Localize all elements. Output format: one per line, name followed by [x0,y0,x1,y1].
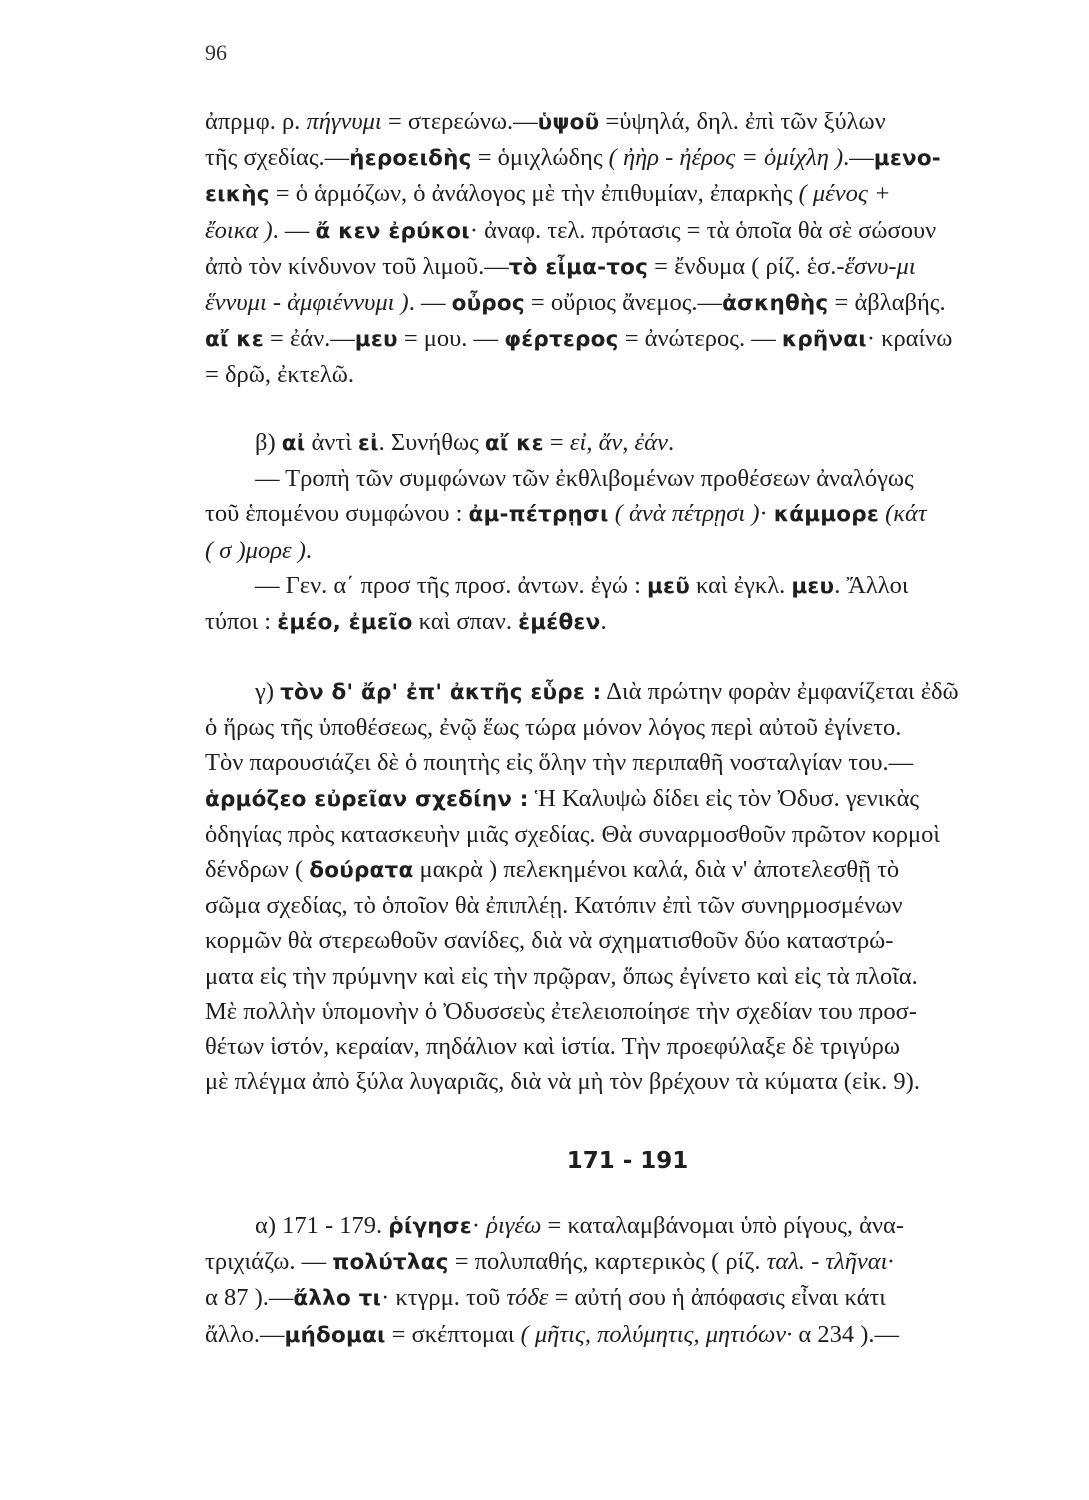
text-run: τῆς σχεδίας.— [205,144,350,172]
text-run: ἄλλο.— [205,1320,285,1348]
text-run: = πολυπαθής, καρτερικὸς ( ρίζ. [448,1248,767,1276]
term-run: εἰ [357,431,379,456]
term-run: ἀσκηθὴς [722,291,829,317]
commentary-section-4 [205,1208,1050,1353]
text-line [205,249,1050,285]
text-run: . — [408,289,452,317]
term-run: ἐμέθεν [518,610,601,636]
text-run: μακρὰ ) πελεκημένοι καλά, διὰ ν' ἀποτελεσθῇ τὸ [413,856,900,884]
text-run: = ἀβλαβής. [828,289,946,317]
term-run: μήδομαι [284,1322,386,1348]
italic-run: ( σ )μορε ) [205,536,306,564]
term-run: ἄ κεν ἐρύκοι [315,218,470,244]
text-run: Τὸν παρουσιάζει δὲ ὁ ποιητὴς εἰς ὅλην τὴν περιπαθῆ νοσταλγίαν του.— [205,749,914,777]
text-run: . [667,429,675,456]
text-run: ἀντὶ [305,429,358,456]
text-line [205,959,1050,994]
text-line [205,568,1050,604]
text-line [205,1029,1050,1064]
text-run: · [759,500,774,528]
text-run: — Τροπὴ τῶν συμφώνων τῶν ἐκθλιβομένων προθέσεων ἀναλόγως [255,465,914,493]
commentary-section-1 [205,104,1050,393]
text-run: = καταλαμβάνομαι ὑπὸ ρίγους, ἀνα- [541,1212,905,1239]
text-run: = δρῶ, ἐκτελῶ. [205,361,354,389]
text-run: · κραίνω [866,325,953,353]
text-run: =ὑψηλά, δηλ. ἐπὶ τῶν ξύλων [599,108,886,135]
text-line [205,923,1050,958]
term-run: μευ [354,327,398,353]
text-run: = αὐτή σου ἡ ἀπόφασις εἶναι κάτι [548,1284,886,1312]
text-run: = ὁμιχλώδης [471,144,609,172]
text-line [205,425,1050,461]
text-line [205,140,1050,176]
text-run: . [305,536,313,564]
text-run: . — [272,216,316,244]
text-run: · κτγρμ. τοῦ [381,1284,507,1312]
term-run: ἐμέο, ἐμεῖο [277,610,413,636]
text-run: . Συνήθως [378,429,485,456]
text-run: = ὁ ἁρμόζων, ὁ ἀνάλογος μὲ τὴν ἐπιθυμίαν, ἐπαρκὴς [269,180,799,208]
italic-run: ( ἀνὰ πέτρῃσι ) [614,500,760,528]
text-line [205,533,1050,568]
text-run: Διὰ πρώτην φορὰν ἐμφανίζεται ἐδῶ [601,678,959,705]
text-line [205,1064,1050,1099]
text-run: κορμῶν θὰ στερεωθοῦν σανίδες, διὰ νὰ σχηματισθοῦν δύο καταστρώ- [205,927,894,955]
text-run: α) 171 - 179. [255,1212,389,1239]
term-run: φέρτερος [504,327,619,353]
italic-run: (κάτ [885,500,927,528]
text-run: — Γεν. α΄ προσ τῆς προσ. ἀντων. ἐγώ : [255,571,647,599]
italic-run: ἔοικα ) [205,216,273,244]
text-line [205,461,1050,496]
term-run: εικὴς [205,182,270,208]
text-run: τοῦ ἑπομένου συμφώνου : [205,500,469,528]
text-run: ματα εἰς τὴν πρύμνην καὶ εἰς τὴν πρῷραν, ὅπως ἐγίνετο καὶ εἰς τὰ πλοῖα. [205,962,918,990]
term-run: ἠεροειδὴς [349,146,472,172]
italic-run: ( ἠὴρ - ἠέρος = ὁμίχλη ) [608,144,844,172]
text-run: . Ἄλλοι [834,571,909,599]
term-run: ἀμ-πέτρῃσι [468,502,609,528]
text-run: ὁδηγίας πρὸς κατασκευὴν μιᾶς σχεδίας. Θὰ συναρμοσθοῦν πρῶτον κορμοὶ [205,820,940,848]
term-run: δούρατα [309,858,414,884]
text-run: = ἀνώτερος. — [618,325,782,353]
text-line [205,104,1050,140]
term-run: ὑψοῦ [537,110,600,135]
text-line [205,674,1050,710]
text-line [205,888,1050,923]
term-run: τὸν δ' ἄρ' ἐπ' ἀκτῆς εὗρε : [280,680,602,705]
text-line [205,357,1050,392]
text-line [205,1317,1050,1353]
text-line [205,852,1050,888]
text-run: θέτων ἱστόν, κεραίαν, πηδάλιον καὶ ἱστία. Τὴν προεφύλαξε δὲ τριγύρω [205,1033,900,1061]
text-line [205,781,1050,817]
text-run: δένδρων ( [205,856,310,884]
text-line [205,710,1050,745]
text-line [205,176,1050,212]
term-run: αἴ κε [484,431,544,456]
text-line [205,745,1050,780]
commentary-section-3 [205,674,1050,1099]
term-run: πολύτλας [332,1250,449,1276]
text-run: καὶ ἐγκλ. [689,571,792,599]
text-run: Μὲ πολλὴν ὑπομονὴν ὁ Ὀδυσσεὺς ἐτελειοποίησε τὴν σχεδίαν του προσ- [205,997,917,1025]
text-run: α 87 ).— [205,1284,294,1312]
text-run: μὲ πλέγμα ἀπὸ ξύλα λυγαριᾶς, διὰ νὰ μὴ τὸν βρέχουν τὰ κύματα (εἰκ. 9). [205,1068,920,1096]
text-run: καὶ σπαν. [412,608,519,636]
text-run: = σκέπτομαι [385,1320,521,1348]
text-run: τύποι : [205,608,278,636]
text-run: Ἡ Καλυψὼ δίδει εἰς τὸν Ὀδυσ. γενικὰς [528,784,920,812]
text-run: σῶμα σχεδίας, τὸ ὁποῖον θὰ ἐπιπλέῃ. Κατόπιν ἐπὶ τῶν συνηρμοσμένων [205,892,903,920]
term-run: αἰ [281,431,306,456]
text-run: ἀπρμφ. ρ. [205,108,307,135]
term-run: τὸ εἶμα-τος [508,254,649,280]
term-run: κάμμορε [773,502,879,528]
text-run: γ) [255,678,281,705]
text-run: β) [255,429,282,456]
page-number: 96 [205,40,227,65]
term-run: ῥίγησε [388,1214,472,1239]
italic-run: πήγνυμι [306,108,382,135]
text-run: = ἔνδυμα ( ρίζ. ἑσ.- [648,252,845,280]
text-line [205,496,1050,532]
italic-run: ( μῆτις, πολύμητις, μητιόων· [520,1320,793,1348]
term-run: ἁρμόζεο εὐρεῖαν σχεδίην : [205,786,529,812]
text-line [205,285,1050,321]
text-line [205,1208,1050,1244]
text-line [205,817,1050,852]
term-run: μευ [791,573,835,599]
text-run: = ἐάν.— [263,325,355,353]
commentary-section-2 [205,425,1050,640]
italic-run: ἕννυμι - ἀμφιέννυμι ) [205,289,409,317]
term-run: μενο- [873,146,941,172]
text-line [205,1280,1050,1316]
text-run: .— [843,144,874,172]
text-run: · [471,1212,487,1239]
text-run: = μου. — [397,325,505,353]
term-run: οὖρος [451,291,525,317]
text-line [205,994,1050,1029]
text-run: ὁ ἥρως τῆς ὑποθέσεως, ἐνῷ ἕως τώρα μόνον λόγος περὶ αὐτοῦ ἐγίνετο. [205,714,902,742]
term-run: αἴ κε [205,327,264,353]
italic-run: ( μένος + [798,180,891,208]
text-run: · ἀναφ. τελ. πρότασις = τὰ ὁποῖα θὰ σὲ σώσουν [469,216,937,244]
term-run: μεῦ [647,573,690,599]
italic-run: τόδε [506,1284,549,1312]
italic-run: ταλ. - τλῆναι· [766,1248,894,1276]
text-run: ἀπὸ τὸν κίνδυνον τοῦ λιμοῦ.— [205,252,509,280]
text-run: = στερεώνω.— [381,108,538,135]
text-line [205,1244,1050,1280]
text-run: = [543,429,570,456]
term-run: ἄλλο τι [293,1286,382,1312]
text-run: = οὔριος ἄνεμος.— [524,289,723,317]
text-run: . [600,608,607,636]
text-line [205,213,1050,249]
italic-run: ῥιγέω [486,1212,542,1239]
section-heading: 171 - 191 [566,1148,689,1174]
italic-run: ἕσνυ-μι [844,252,916,280]
text-run: τριχιάζω. — [205,1248,333,1276]
text-line [205,604,1050,640]
text-run: α 234 ).— [792,1320,900,1348]
text-line [205,321,1050,357]
term-run: κρῆναι [781,327,867,353]
italic-run: εἰ, ἄν, ἐάν [569,429,668,456]
